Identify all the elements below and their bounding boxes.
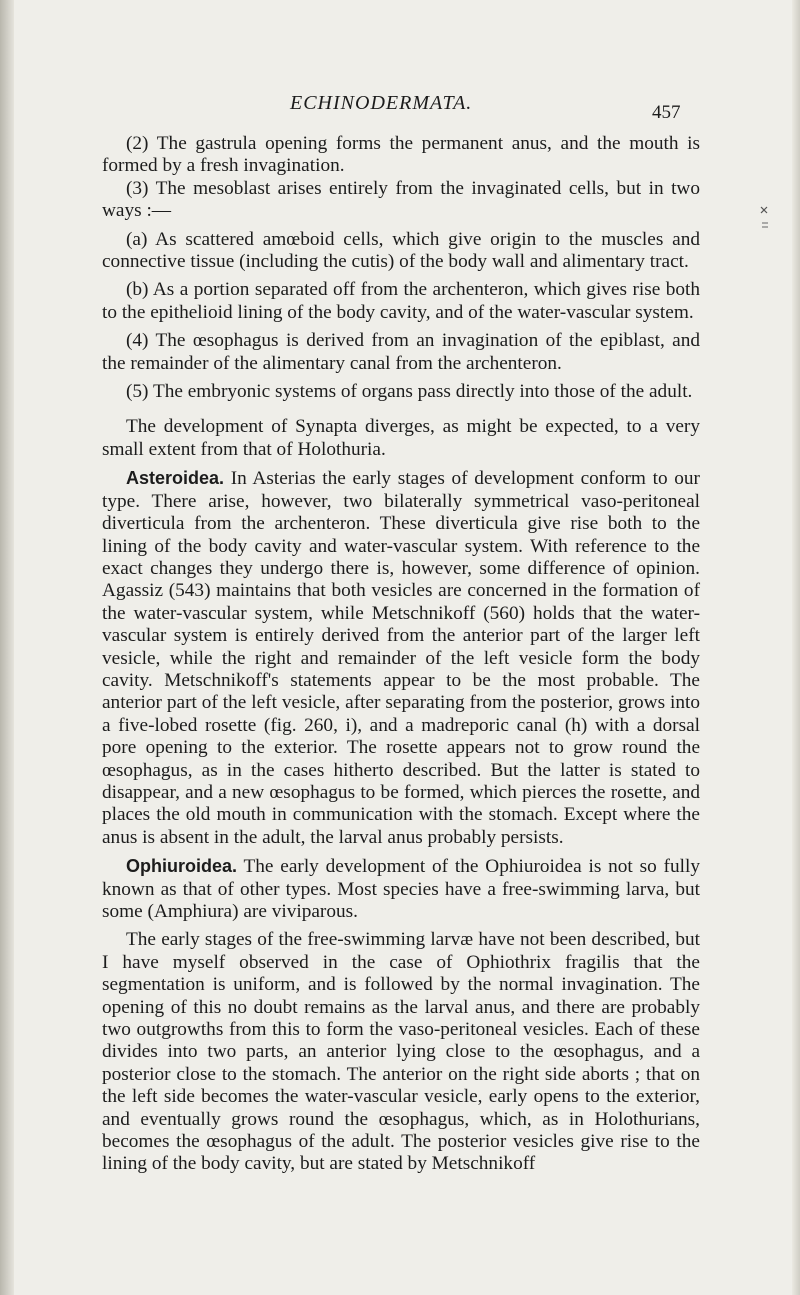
page-edge-shadow [792, 0, 800, 1295]
paragraph-ophiuroidea [102, 855, 700, 923]
page-binding-shadow [0, 0, 14, 1295]
paragraph-3: (3) The mesoblast arises entirely from the invaginated cells, but in two ways :— [102, 177, 700, 222]
paragraph-4: (4) The œsophagus is derived from an invagination of the epiblast, and the remainder of the alimentary canal from the archenteron. [102, 330, 700, 374]
ophiuroidea-text: The early development of the Ophiuroidea is not so fully known as that of other types. Most species have a free-swimming larva, but some (Amphiura) are viviparous. [102, 856, 700, 922]
section-heading-asteroidea: Asteroidea. [126, 468, 225, 489]
paragraph-ophiothrix: The early stages of the free-swimming larvæ have not been described, but I have myself observed in the case of Ophiothrix fragilis that the segmentation is uniform, and is followed by the normal invagination. The opening of this no doubt remains as the larval anus, and there are probably two outgrowths from this to form the vaso-peritoneal vesicles. Each of these divides into two parts, an anterior lying close to the œsophagus, and a posterior close to the stomach. The anterior on the right side aborts ; that on the left side becomes the water-vascular vesicle, early opens to the exterior, and eventually grows round the œsophagus, which, as in Holothurians, becomes the œsophagus of the adult. The posterior vesicles give rise to the lining of the body cavity, but are stated by Metschnikoff [102, 929, 700, 1175]
running-head: ECHINODERMATA. [290, 92, 473, 114]
paragraph-5: (5) The embryonic systems of organs pass directly into those of the adult. [126, 381, 693, 403]
margin-marks-icon [758, 205, 772, 245]
page-number: 457 [652, 102, 681, 123]
paragraph-synapta: The development of Synapta diverges, as might be expected, to a very small extent from that of Holothuria. [102, 416, 700, 460]
paragraph-3a: (a) As scattered amœboid cells, which give origin to the muscles and connective tissue (including the cutis) of the body wall and alimentary tract. [102, 228, 700, 273]
paragraph-2: (2) The gastrula opening forms the permanent anus, and the mouth is formed by a fresh invagination. [102, 133, 700, 177]
page-header [0, 92, 800, 122]
body-text [102, 133, 700, 1176]
asteroidea-text: In Asterias the early stages of development conform to our type. There arise, however, two bilaterally symmetrical vaso-peritoneal diverticula from the archenteron. These diverticula give rise both to the lining of the body cavity and water-vascular system. With reference to the exact changes they undergo there is, however, some difference of opinion. Agassiz (543) maintains that both vesicles are concerned in the formation of the water-vascular system, while Metschnikoff (560) holds that the water-vascular system is entirely derived from the anterior part of the larger left vesicle, while the right and remainder of the left vesicle form the body cavity. Metschnikoff's statements appear to be the most probable. The anterior part of the left vesicle, after separating from the posterior, grows into a five-lobed rosette (fig. 260, i), and a madreporic canal (h) with a dorsal pore opening to the exterior. The rosette appears not to grow round the œsophagus, as in the cases hitherto described. But the latter is stated to disappear, and a new œsophagus to be formed, which pierces the rosette, and places the old mouth in communication with the stomach. Except where the anus is absent in the adult, the larval anus probably persists. [102, 468, 700, 848]
section-heading-ophiuroidea: Ophiuroidea. [126, 856, 238, 877]
paragraph-3b: (b) As a portion separated off from the archenteron, which gives rise both to the epithelioid lining of the body cavity, and of the water-vascular system. [102, 279, 700, 323]
paragraph-asteroidea [102, 467, 700, 849]
